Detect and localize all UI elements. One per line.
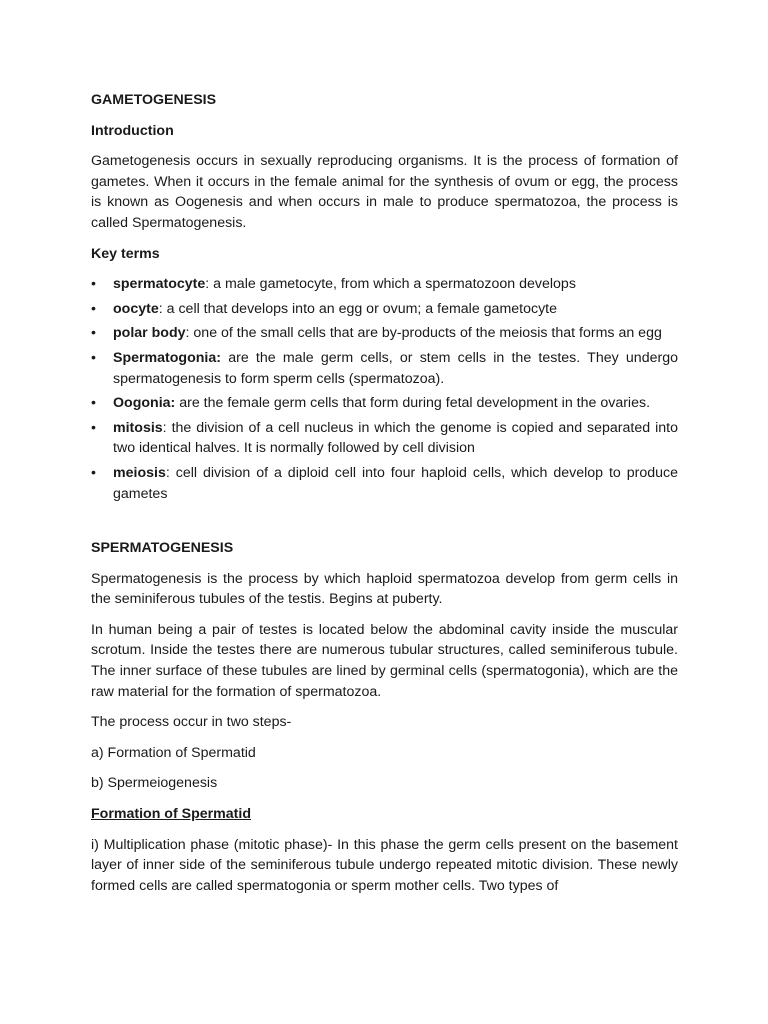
document-page — [91, 90, 678, 896]
key-term-definition: cell division of a diploid cell into four haploid cells, which develop to produce gametes — [113, 464, 678, 502]
key-term-item — [91, 418, 678, 459]
formation-paragraph: i) Multiplication phase (mitotic phase)- In this phase the germ cells present on the basement layer of inner side of the seminiferous tubule undergo repeated mitotic division. These newly formed cells are called spermatogonia or sperm mother cells. Two types of — [91, 836, 678, 894]
bullet-icon: • — [91, 464, 96, 481]
key-term-separator: : — [162, 419, 172, 436]
bullet-icon: • — [91, 300, 96, 317]
introduction-paragraph: Gametogenesis occurs in sexually reproducing organisms. It is the process of formation of gametes. When it occurs in the female animal for the synthesis of ovum or egg, the process is known as Oogenesis and when occurs in male to produce spermatozoa, the process is called Spermatogenesis. — [91, 153, 678, 231]
key-term-word: meiosis — [113, 464, 166, 481]
key-term-word: oocyte — [113, 300, 159, 317]
key-term-separator: : — [165, 464, 176, 481]
key-term-definition: are the female germ cells that form during fetal development in the ovaries. — [179, 395, 651, 412]
key-term-item — [91, 348, 678, 389]
spermatogenesis-paragraph-1: Spermatogenesis is the process by which haploid spermatozoa develop from germ cells in the seminiferous tubules of the testis. Begins at puberty. — [91, 570, 678, 608]
key-term-definition: a male gametocyte, from which a spermatozoon develops — [213, 276, 576, 293]
bullet-icon: • — [91, 276, 96, 293]
key-term-definition: a cell that develops into an egg or ovum; a female gametocyte — [166, 300, 558, 317]
bullet-icon: • — [91, 395, 96, 412]
bullet-icon: • — [91, 325, 96, 342]
key-term-item — [91, 323, 678, 344]
bullet-icon: • — [91, 349, 96, 366]
steps-intro: The process occur in two steps- — [91, 714, 292, 731]
step-a: a) Formation of Spermatid — [91, 744, 256, 761]
step-b: b) Spermeiogenesis — [91, 775, 218, 792]
key-term-item — [91, 463, 678, 504]
introduction-heading: Introduction — [91, 122, 174, 139]
key-term-word: spermatocyte — [113, 276, 206, 293]
key-term-definition: one of the small cells that are by-products of the meiosis that forms an egg — [193, 325, 662, 342]
bullet-icon: • — [91, 419, 96, 436]
spermatogenesis-paragraph-2: In human being a pair of testes is located below the abdominal cavity inside the muscular scrotum. Inside the testes there are numerous tubular structures, called seminiferous tubule. The inner surface of these tubules are lined by germinal cells (spermatogonia), which are the raw material for the formation of spermatozoa. — [91, 621, 678, 700]
formation-heading: Formation of Spermatid — [91, 806, 252, 823]
key-term-separator: : — [158, 300, 167, 317]
key-term-word: Spermatogonia: — [113, 349, 221, 366]
key-terms-heading: Key terms — [91, 245, 160, 262]
key-term-separator: : — [205, 276, 214, 293]
document-title: GAMETOGENESIS — [91, 92, 217, 108]
key-terms-list — [91, 274, 678, 504]
key-term-word: Oogonia: — [113, 395, 176, 412]
key-term-definition: the division of a cell nucleus in which the genome is copied and separated into two identical halves. It is normally followed by cell division — [113, 419, 678, 457]
key-term-item — [91, 274, 678, 295]
key-term-separator: : — [185, 325, 194, 342]
key-term-word: polar body — [113, 325, 186, 342]
key-term-definition: are the male germ cells, or stem cells in the testes. They undergo spermatogenesis to form sperm cells (spermatozoa). — [113, 349, 678, 387]
key-term-word: mitosis — [113, 419, 163, 436]
key-term-item — [91, 393, 678, 414]
spermatogenesis-heading: SPERMATOGENESIS — [91, 540, 234, 557]
key-term-item — [91, 299, 678, 320]
